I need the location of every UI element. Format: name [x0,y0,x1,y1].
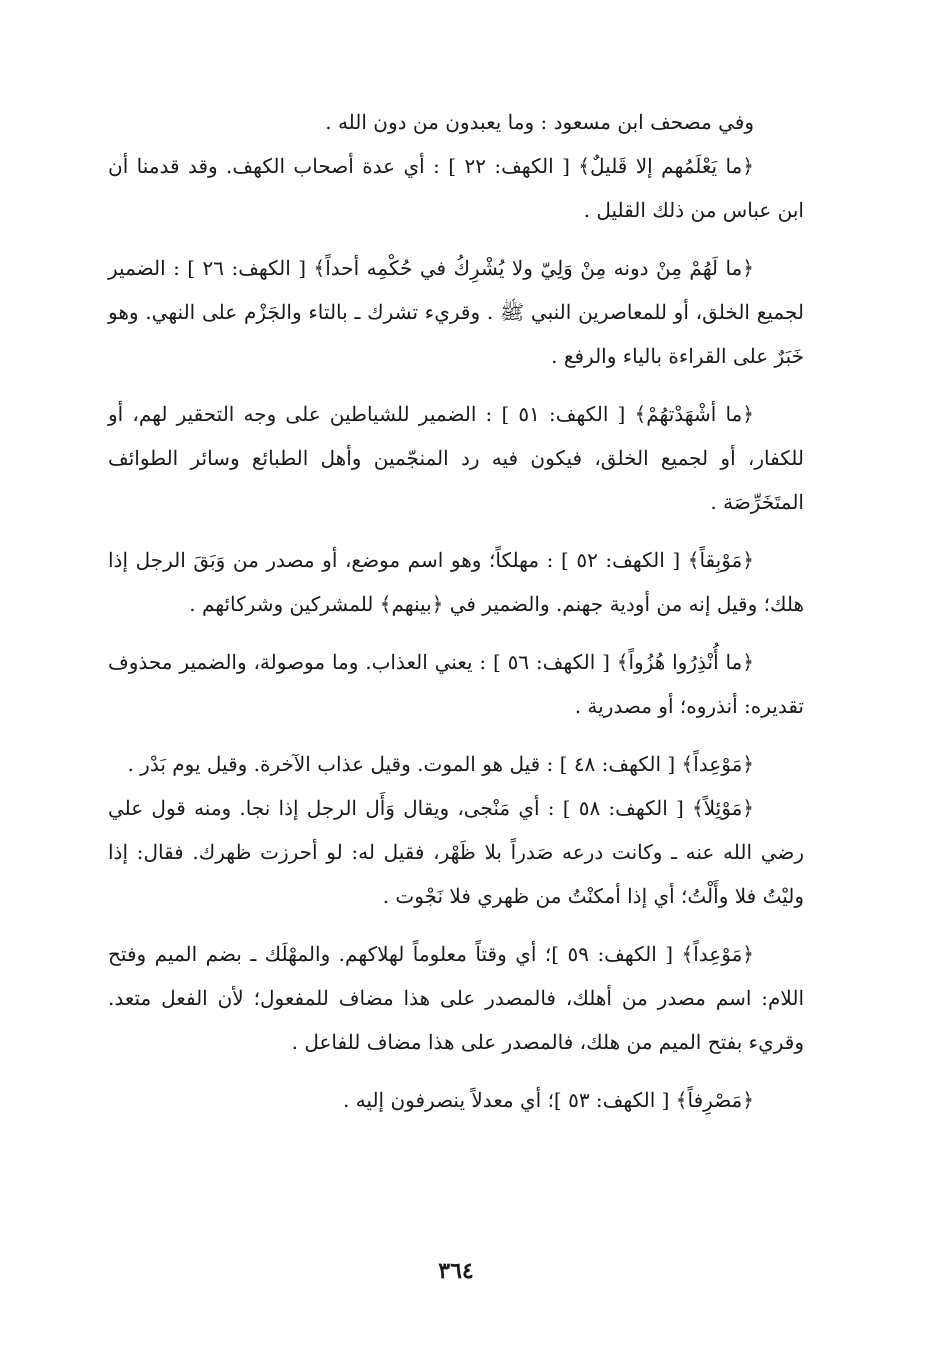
paragraph-ibn-masud: وفي مصحف ابن مسعود : وما يعبدون من دون الله . [325,110,754,134]
paragraph-kahf-52: ﴿مَوْبِقاً﴾ [ الكهف: ٥٢ ] : مهلكاً؛ وهو اسم موضع، أو مصدر من وَبَقَ الرجل إذا هلك؛ وقيل إنه من أودية جهنم. والضمير في ﴿بينهم﴾ للمشركين وشركائهم . [108,548,804,616]
page-number: ٣٦٤ [438,1258,474,1284]
paragraph-kahf-53: ﴿مَصْرِفاً﴾ [ الكهف: ٥٣ ]؛ أي معدلاً ينصرفون إليه . [342,1088,754,1112]
paragraph-kahf-48: ﴿مَوْعِداً﴾ [ الكهف: ٤٨ ] : قيل هو الموت. وقيل عذاب الآخرة. وقيل يوم بَدْر . [127,752,754,776]
page-body [108,100,804,1310]
paragraph-kahf-58: ﴿مَوْئِلاً﴾ [ الكهف: ٥٨ ] : أي مَنْجى، ويقال وَأَل الرجل إذا نجا. ومنه قول علي رضي الله عنه ـ وكانت درعه صَدراً بلا ظَهْر، فقيل له: لو أحرزت ظهرك. فقال: إذا وليْتُ فلا وأَلْتُ؛ أي إذا أمكنْتُ من ظهري فلا نَجْوت . [108,796,805,908]
paragraph-kahf-26: ﴿ما لَهُمْ مِنْ دونه مِنْ وَلِيّ ولا يُشْرِكُ في حُكْمِه أحداً﴾ [ الكهف: ٢٦ ] : الضمير لجميع الخلق، أو للمعاصرين النبي ﷺ . وقريء تشرك ـ بالتاء والجَزْم على النهي. وهو خَبَرٌ على القراءة بالياء والرفع . [108,256,804,368]
paragraph-kahf-56: ﴿ما أُنْذِرُوا هُزُواً﴾ [ الكهف: ٥٦ ] : يعني العذاب. وما موصولة، والضمير محذوف تقديره: أنذروه؛ أو مصدرية . [108,650,804,718]
paragraph-kahf-51: ﴿ما أشْهَدْتهُمْ﴾ [ الكهف: ٥١ ] : الضمير للشياطين على وجه التحقير لهم، أو للكفار، أو لجميع الخلق، فيكون فيه رد المنجّمين وأهل الطبائع وسائر الطوائف المتَخَرِّصَة . [108,402,804,514]
paragraph-kahf-59: ﴿مَوْعِداً﴾ [ الكهف: ٥٩ ]؛ أي وقتاً معلوماً لهلاكهم. والمهْلَك ـ بضم الميم وفتح اللام: اسم مصدر من أهلك، فالمصدر على هذا مضاف للمفعول؛ لأن الفعل متعد. وقريء بفتح الميم من هلك، فالمصدر على هذا مضاف للفاعل . [108,942,804,1054]
paragraph-kahf-22: ﴿ما يَعْلَمُهم إلا قَليلٌ﴾ [ الكهف: ٢٢ ] : أي عدة أصحاب الكهف. وقد قدمنا أن ابن عباس من ذلك القليل . [108,154,804,222]
